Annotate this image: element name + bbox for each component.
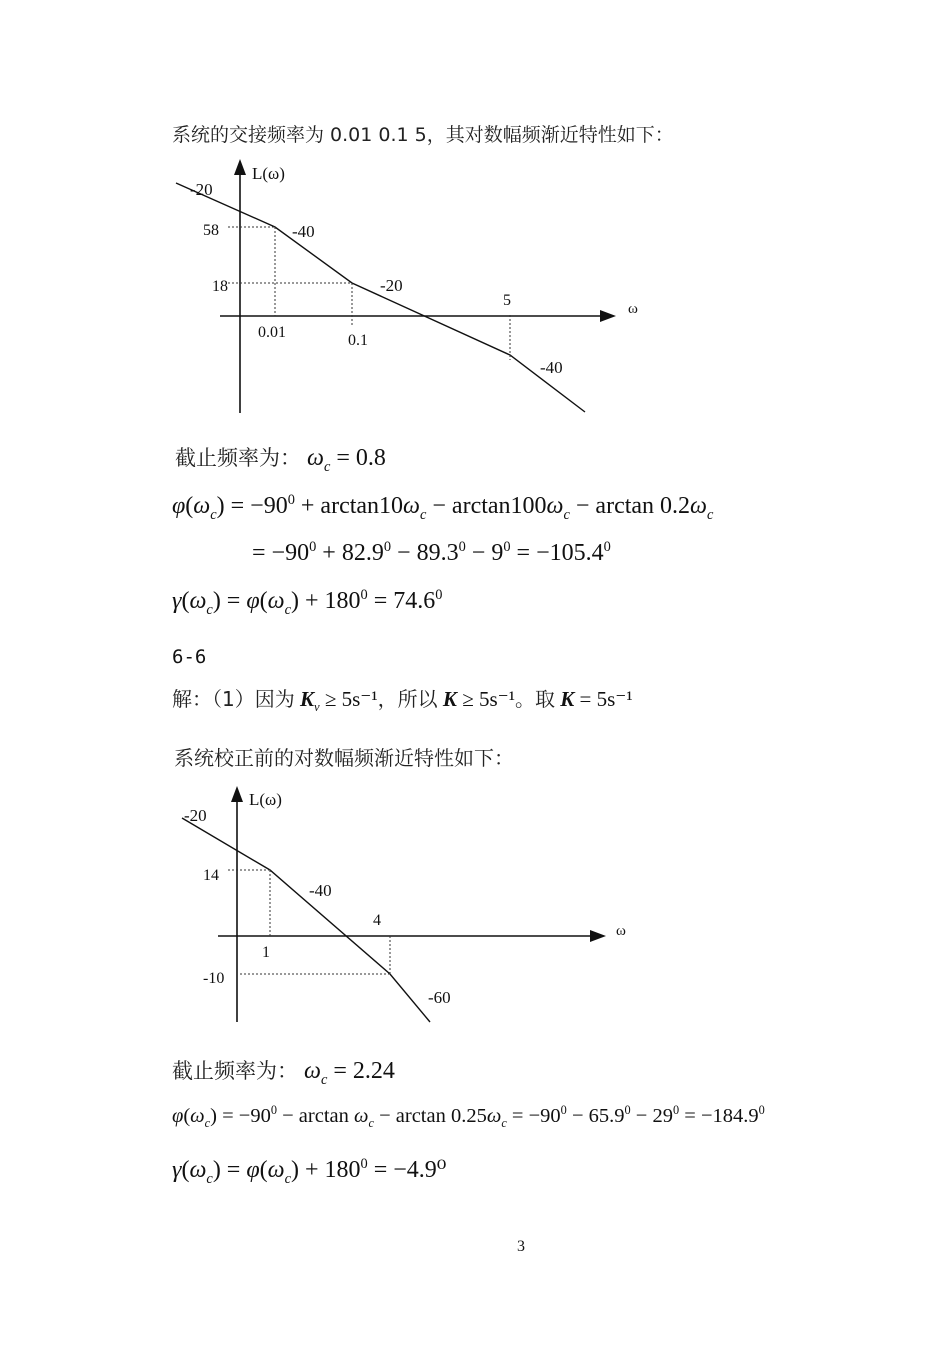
intro-text-1: 系统的交接频率为 0.01 0.1 5，其对数幅频渐近特性如下： [172, 124, 674, 146]
y-axis-label: L(ω) [249, 790, 282, 809]
y-axis-arrow [231, 786, 243, 802]
phase-eq-2: $\varphi(\omega_c) = -90^0 - \arctan \omega_c - \arctan 0.25\omega_c = -90^0 - 65.9^0 - 29^0 = -184.9^0$ [172, 1103, 765, 1131]
x-tick-4: 4 [373, 912, 381, 929]
y-tick-14: 14 [203, 867, 219, 884]
x-tick-0.1: 0.1 [348, 332, 368, 349]
bode-plot-1 [170, 155, 650, 420]
x-tick-1: 1 [262, 944, 270, 961]
x-axis-label: ω [616, 923, 626, 939]
magnitude-asymptote [176, 183, 585, 412]
y-axis-arrow [234, 159, 246, 175]
slope-label-1: -20 [184, 806, 207, 825]
slope-label-2: -40 [309, 881, 332, 900]
section-number: 6-6 [172, 646, 207, 668]
solution-line: 解：（1）因为 $K_v \ge 5s^{-1}$，所以 K ≥ 5s⁻¹。取 K = 5s⁻¹ [172, 687, 633, 715]
x-axis-arrow [590, 930, 606, 942]
slope-label-3: -60 [428, 988, 451, 1007]
y-tick-18: 18 [212, 278, 228, 295]
slope-label-4: -40 [540, 358, 563, 377]
margin-eq-2: $\gamma(\omega_c) = \varphi(\omega_c) + 180^0 = -4.9^0$ [172, 1156, 447, 1187]
slope-label-3: -20 [380, 276, 403, 295]
y-tick--10: -10 [203, 970, 225, 987]
x-tick-0.01: 0.01 [258, 324, 286, 341]
cutoff-1: 截止频率为： $\omega_c = 0.8$ [175, 445, 386, 475]
bode-plot-2 [170, 782, 640, 1027]
magnitude-asymptote [182, 818, 430, 1022]
intro-text-2: 系统校正前的对数幅频渐近特性如下： [174, 746, 514, 770]
x-axis-label: ω [628, 301, 638, 317]
slope-label-2: -40 [292, 222, 315, 241]
page-number: 3 [517, 1238, 525, 1255]
y-axis-label: L(ω) [252, 164, 285, 183]
phase-eq-1a: $\varphi(\omega_c) = -90^0 + \arctan 10\omega_c - \arctan 100\omega_c - \arctan 0.2\omega_c$ [172, 492, 714, 523]
phase-eq-1b: = $-90^0 + 82.9^0 - 89.3^0 - 9^0 = -105.4^0$ [252, 539, 611, 566]
x-tick-5: 5 [503, 292, 511, 309]
margin-eq-1: $\gamma(\omega_c) = \varphi(\omega_c) + 180^0 = 74.6^0$ [172, 587, 443, 618]
x-axis-arrow [600, 310, 616, 322]
slope-label-1: -20 [190, 180, 213, 199]
y-tick-58: 58 [203, 222, 219, 239]
cutoff-2: 截止频率为： $\omega_c = 2.24$ [172, 1058, 395, 1088]
